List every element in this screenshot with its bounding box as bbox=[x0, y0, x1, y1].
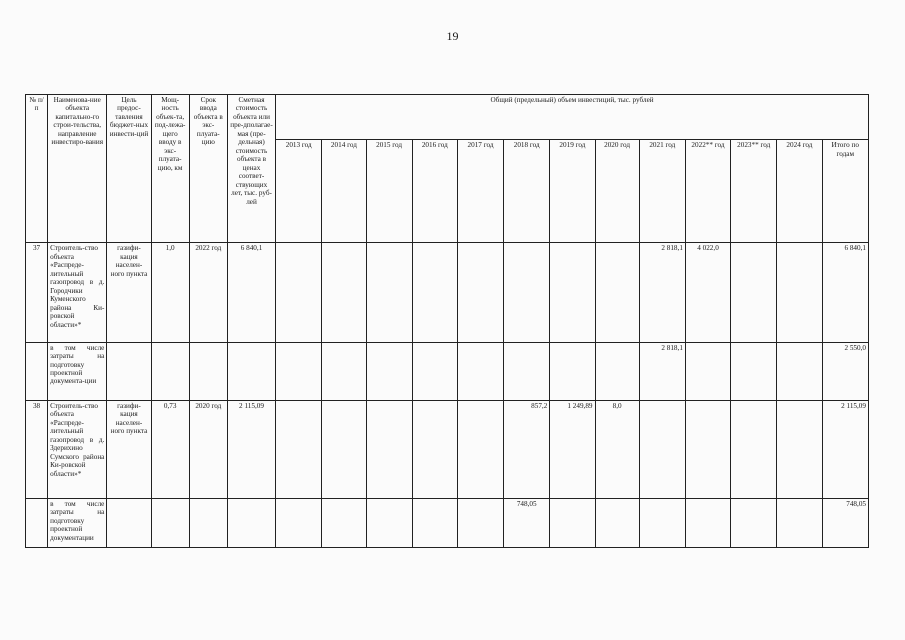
header-purpose: Цель предос-тавления бюджет-ных инвести-ций bbox=[107, 95, 151, 243]
row-name: Строитель-ство объекта «Распреде-лительный газопровод в д. Городчики Куменского района Ки-ровской области»* bbox=[48, 243, 107, 342]
row-year-value bbox=[595, 498, 639, 547]
row-year-value bbox=[550, 498, 595, 547]
row-year-value bbox=[685, 498, 730, 547]
row-year-value bbox=[777, 400, 822, 498]
header-total: Итого по годам bbox=[822, 140, 868, 243]
row-purpose bbox=[107, 498, 151, 547]
table-row bbox=[26, 498, 869, 547]
row-estimate bbox=[227, 342, 275, 400]
row-purpose: газифи-кация населен-ного пункта bbox=[107, 400, 151, 498]
row-year-value bbox=[322, 342, 366, 400]
row-num bbox=[26, 498, 48, 547]
row-total: 2 115,09 bbox=[822, 400, 868, 498]
row-year-value bbox=[685, 400, 730, 498]
row-year-value bbox=[595, 243, 639, 342]
row-term bbox=[189, 498, 227, 547]
row-year-value bbox=[276, 400, 322, 498]
header-year: 2024 год bbox=[777, 140, 822, 243]
row-year-value bbox=[595, 342, 639, 400]
header-capacity: Мощ-ность объек-та, под-лежа-щего вводу в экс-плуата-цию, км bbox=[151, 95, 189, 243]
row-total: 748,05 bbox=[822, 498, 868, 547]
row-year-value bbox=[457, 498, 503, 547]
page-number: 19 bbox=[446, 29, 459, 43]
row-year-value bbox=[412, 400, 457, 498]
row-year-value: 2 818,1 bbox=[639, 243, 685, 342]
header-year: 2013 год bbox=[276, 140, 322, 243]
row-year-value bbox=[322, 243, 366, 342]
row-year-value bbox=[504, 342, 550, 400]
row-term: 2020 год bbox=[189, 400, 227, 498]
row-year-value bbox=[412, 243, 457, 342]
row-year-value bbox=[366, 243, 412, 342]
row-term: 2022 год bbox=[189, 243, 227, 342]
header-year: 2017 год bbox=[457, 140, 503, 243]
row-year-value: 857,2 bbox=[504, 400, 550, 498]
header-year: 2021 год bbox=[639, 140, 685, 243]
header-term: Срок ввода объекта в экс-плуата-цию bbox=[189, 95, 227, 243]
header-year: 2019 год bbox=[550, 140, 595, 243]
row-year-value bbox=[366, 342, 412, 400]
row-year-value bbox=[777, 243, 822, 342]
table-row bbox=[26, 400, 869, 498]
header-name: Наименова-ние объекта капитально-го строи-тельства, направление инвестиро-вания bbox=[48, 95, 107, 243]
row-year-value: 2 818,1 bbox=[639, 342, 685, 400]
header-year: 2016 год bbox=[412, 140, 457, 243]
row-num: 37 bbox=[26, 243, 48, 342]
row-year-value bbox=[777, 342, 822, 400]
row-year-value: 4 022,0 bbox=[685, 243, 730, 342]
row-capacity: 0,73 bbox=[151, 400, 189, 498]
row-capacity bbox=[151, 342, 189, 400]
row-year-value bbox=[504, 243, 550, 342]
table-row bbox=[26, 342, 869, 400]
row-estimate bbox=[227, 498, 275, 547]
row-purpose bbox=[107, 342, 151, 400]
row-year-value bbox=[731, 498, 777, 547]
row-year-value bbox=[777, 498, 822, 547]
row-estimate: 6 840,1 bbox=[227, 243, 275, 342]
row-year-value bbox=[639, 400, 685, 498]
row-name: в том числе затраты на подготовку проектной документации bbox=[48, 498, 107, 547]
row-estimate: 2 115,09 bbox=[227, 400, 275, 498]
row-capacity bbox=[151, 498, 189, 547]
row-year-value bbox=[276, 342, 322, 400]
row-year-value bbox=[412, 342, 457, 400]
row-year-value bbox=[322, 400, 366, 498]
row-year-value bbox=[550, 342, 595, 400]
row-year-value bbox=[366, 400, 412, 498]
row-year-value bbox=[366, 498, 412, 547]
row-year-value bbox=[685, 342, 730, 400]
row-name: в том числе затраты на подготовку проектной документа-ции bbox=[48, 342, 107, 400]
row-year-value bbox=[276, 243, 322, 342]
row-year-value: 8,0 bbox=[595, 400, 639, 498]
header-year: 2015 год bbox=[366, 140, 412, 243]
row-year-value bbox=[731, 342, 777, 400]
row-year-value bbox=[550, 243, 595, 342]
header-year: 2018 год bbox=[504, 140, 550, 243]
header-estimate: Сметная стоимость объекта или пре-дполагае-мая (пре-дельная) стоимость объекта в ценах соответ-ствующих лет, тыс. руб-лей bbox=[227, 95, 275, 243]
row-year-value: 748,05 bbox=[504, 498, 550, 547]
header-year: 2023** год bbox=[731, 140, 777, 243]
row-num: 38 bbox=[26, 400, 48, 498]
row-year-value bbox=[731, 400, 777, 498]
row-year-value bbox=[457, 243, 503, 342]
row-total: 6 840,1 bbox=[822, 243, 868, 342]
row-year-value bbox=[457, 400, 503, 498]
row-year-value bbox=[731, 243, 777, 342]
row-num bbox=[26, 342, 48, 400]
row-term bbox=[189, 342, 227, 400]
header-num: № п/п bbox=[26, 95, 48, 243]
row-name: Строитель-ство объекта «Распреде-лительный газопровод в д. Здерихино Сумского района Ки-ровской области»* bbox=[48, 400, 107, 498]
row-capacity: 1,0 bbox=[151, 243, 189, 342]
header-year: 2020 год bbox=[595, 140, 639, 243]
row-year-value bbox=[457, 342, 503, 400]
header-row-1 bbox=[26, 95, 869, 140]
row-year-value: 1 249,89 bbox=[550, 400, 595, 498]
investment-table bbox=[25, 94, 869, 548]
row-year-value bbox=[322, 498, 366, 547]
row-total: 2 550,0 bbox=[822, 342, 868, 400]
row-year-value bbox=[639, 498, 685, 547]
row-year-value bbox=[412, 498, 457, 547]
table-row bbox=[26, 243, 869, 342]
header-year: 2014 год bbox=[322, 140, 366, 243]
header-total-group: Общий (предельный) объем инвестиций, тыс. рублей bbox=[276, 95, 869, 140]
header-year: 2022** год bbox=[685, 140, 730, 243]
row-purpose: газифи-кация населен-ного пункта bbox=[107, 243, 151, 342]
row-year-value bbox=[276, 498, 322, 547]
